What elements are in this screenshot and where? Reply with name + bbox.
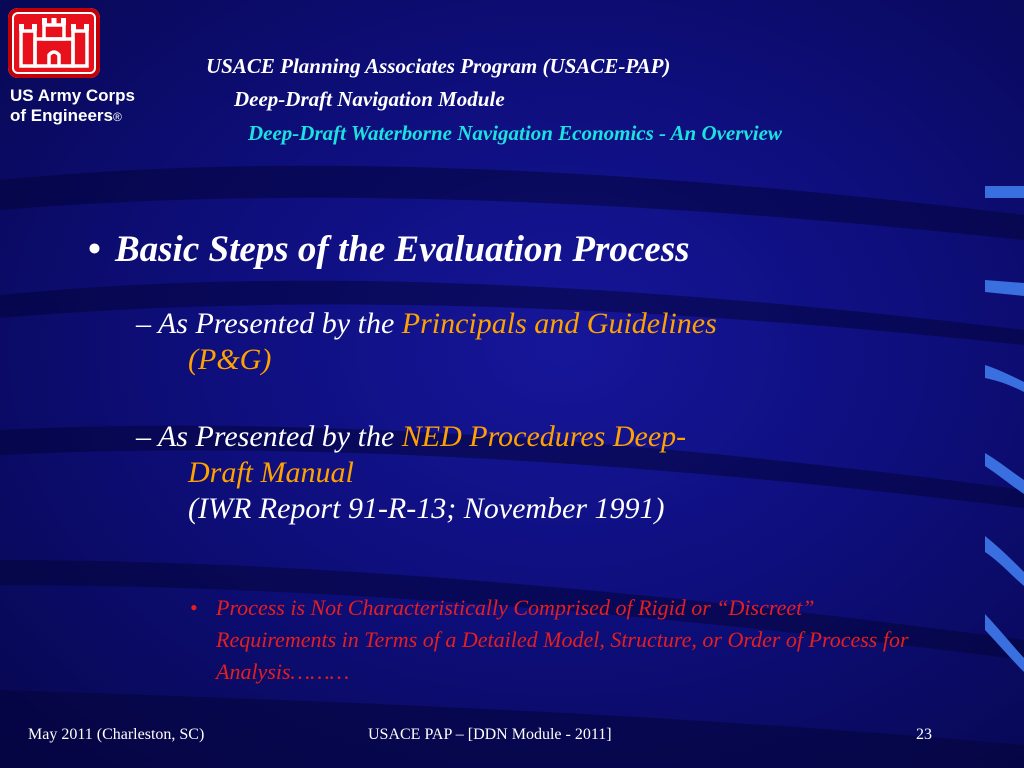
organization-name — [10, 86, 135, 127]
sub-bullet-ned-note: (IWR Report 91-R-13; November 1991) — [188, 492, 665, 525]
sub-bullet-ned — [136, 419, 686, 527]
bullet-dot: • — [88, 229, 101, 270]
header-module-title: Deep-Draft Navigation Module — [234, 87, 505, 111]
registered-mark: ® — [112, 110, 122, 124]
footer-date: May 2011 (Charleston, SC) — [28, 726, 205, 743]
sub-bullet-pg-highlight-b: (P&G) — [188, 343, 272, 376]
sub-bullet-pg-highlight-a: Principals and Guidelines — [401, 307, 717, 340]
sub-bullet-ned-prefix: – As Presented by the — [136, 420, 402, 453]
castle-logo-icon — [8, 8, 100, 78]
footer-title: USACE PAP – [DDN Module - 2011] — [368, 726, 612, 743]
sub-sub-bullet-text: Process is Not Characteristically Comprised of Rigid or “Discreet” Requirements in Terms of a Detailed Model, Structure, or Order of Process for Analysis……… — [216, 595, 909, 684]
bullet-dot: • — [190, 595, 198, 620]
sub-sub-bullet — [190, 592, 910, 688]
organization-line-1: US Army Corps — [10, 86, 136, 105]
main-bullet — [88, 228, 690, 271]
sub-bullet-pg-prefix: – As Presented by the — [136, 307, 402, 340]
sub-bullet-ned-highlight-a: NED Procedures Deep- — [401, 420, 687, 453]
page-number: 23 — [916, 726, 932, 743]
header-topic-title: Deep-Draft Waterborne Navigation Economics - An Overview — [248, 121, 782, 145]
organization-line-2-text: of Engineers — [10, 106, 113, 125]
main-bullet-text: Basic Steps of the Evaluation Process — [114, 229, 690, 270]
organization-line-2 — [10, 106, 135, 127]
header-program-title: USACE Planning Associates Program (USACE-PAP) — [206, 54, 671, 78]
sub-bullet-ned-highlight-b: Draft Manual — [188, 456, 354, 489]
sub-bullet-pg — [136, 306, 717, 378]
